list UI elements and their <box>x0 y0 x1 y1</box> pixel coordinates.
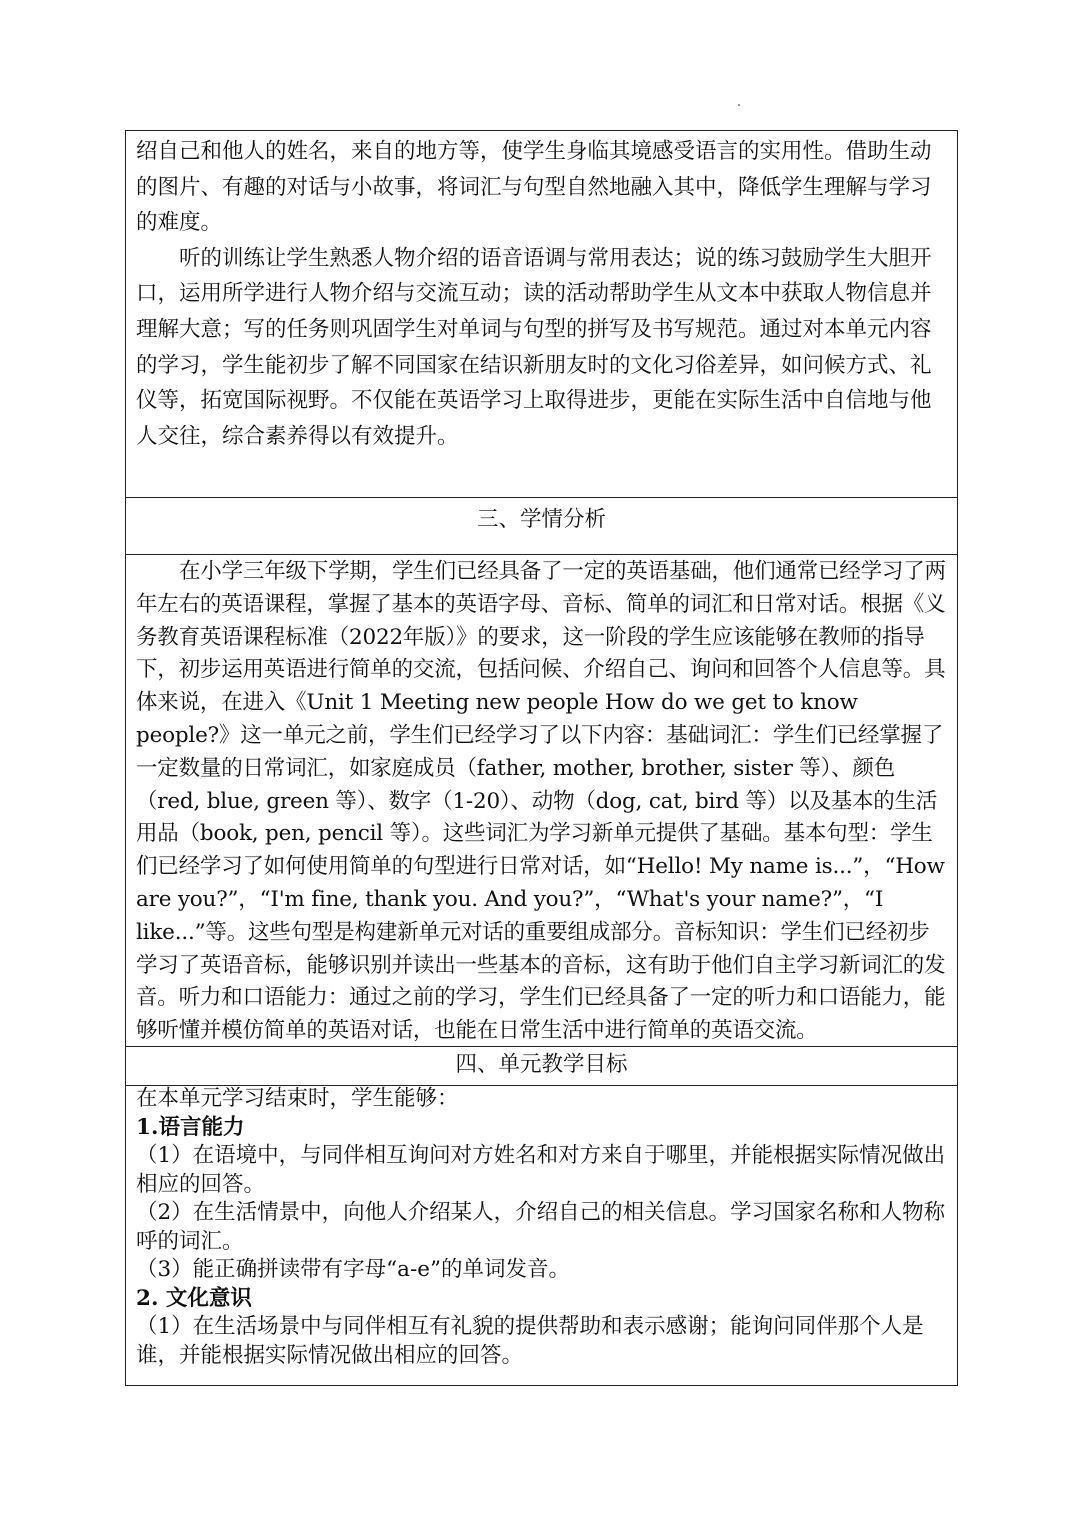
goal-title-culture: 2. 文化意识 <box>136 1285 252 1311</box>
goal-item: （1）在语境中，与同伴相互询问对方姓名和对方来自于哪里，并能根据实际情况做出相应的回答。 <box>136 1143 946 1197</box>
unit-goals-text <box>126 1085 957 1370</box>
section-4-heading: 四、单元教学目标 <box>455 1052 628 1077</box>
goals-intro: 在本单元学习结束时，学生能够： <box>136 1086 459 1111</box>
section-3-heading: 三、学情分析 <box>476 507 606 532</box>
content-paragraph: 听的训练让学生熟悉人物介绍的语音语调与常用表达；说的练习鼓励学生大胆开口，运用所学进行人物介绍与交流互动；读的活动帮助学生从文本中获取人物信息并理解大意；写的任务则巩固学生对单词与句型的拼写及书写规范。通过对本单元内容的学习，学生能初步了解不同国家在结识新朋友时的文化习俗差异，如问候方式、礼仪等，拓宽国际视野。不仅能在英语学习上取得进步，更能在实际生活中自信地与他人交往，综合素养得以有效提升。 <box>136 245 932 449</box>
learner-analysis-text <box>126 554 957 1048</box>
learner-analysis-paragraph: 在小学三年级下学期，学生们已经具备了一定的英语基础，他们通常已经学习了两年左右的英语课程，掌握了基本的英语字母、音标、简单的词汇和日常对话。根据《义务教育英语课程标准（2022年版）》的要求，这一阶段的学生应该能够在教师的指导下，初步运用英语进行简单的交流，包括问候、介绍自己、询问和回答个人信息等。具体来说，在进入《Unit 1 Meeting new people How do we get to know people?》这一单元之前，学生们已经学习了以下内容：基础词汇：学生们已经掌握了一定数量的日常词汇，如家庭成员（father, mother, brother, sister 等）、颜色（red, blue, green 等）、数字（1-20）、动物（dog, cat, bird 等）以及基本的生活用品（book, pen, pencil 等）。这些词汇为学习新单元提供了基础。基本句型：学生们已经学习了如何使用简单的句型进行日常对话，如“Hello! My name is...”，“How are you?”，“I'm fine, thank you. And you?”，“What's your name?”，“I like...”等。这些句型是构建新单元对话的重要组成部分。音标知识：学生们已经初步学习了英语音标，能够识别并读出一些基本的音标，这有助于他们自主学习新词汇的发音。听力和口语能力：通过之前的学习，学生们已经具备了一定的听力和口语能力，能够听懂并模仿简单的英语对话，也能在日常生活中进行简单的英语交流。 <box>136 559 946 1044</box>
learner-analysis-cell <box>125 554 958 1047</box>
teaching-content-text <box>126 131 957 454</box>
page-mark <box>738 104 740 106</box>
unit-goals-cell <box>125 1085 958 1386</box>
section-4-header <box>125 1046 958 1086</box>
goal-item: （2）在生活情景中，向他人介绍某人，介绍自己的相关信息。学习国家名称和人物称呼的词汇。 <box>136 1200 946 1254</box>
section-3-header <box>125 497 958 555</box>
content-paragraph: 绍自己和他人的姓名，来自的地方等，使学生身临其境感受语言的实用性。借助生动的图片、有趣的对话与小故事，将词汇与句型自然地融入其中，降低学生理解与学习的难度。 <box>136 139 932 236</box>
goal-item: （1）在生活场景中与同伴相互有礼貌的提供帮助和表示感谢；能询问同伴那个人是谁，并能根据实际情况做出相应的回答。 <box>136 1314 924 1368</box>
teaching-content-cell <box>125 130 958 498</box>
goal-title-language: 1.语言能力 <box>136 1114 245 1140</box>
goal-item: （3）能正确拼读带有字母“a-e”的单词发音。 <box>136 1257 570 1282</box>
